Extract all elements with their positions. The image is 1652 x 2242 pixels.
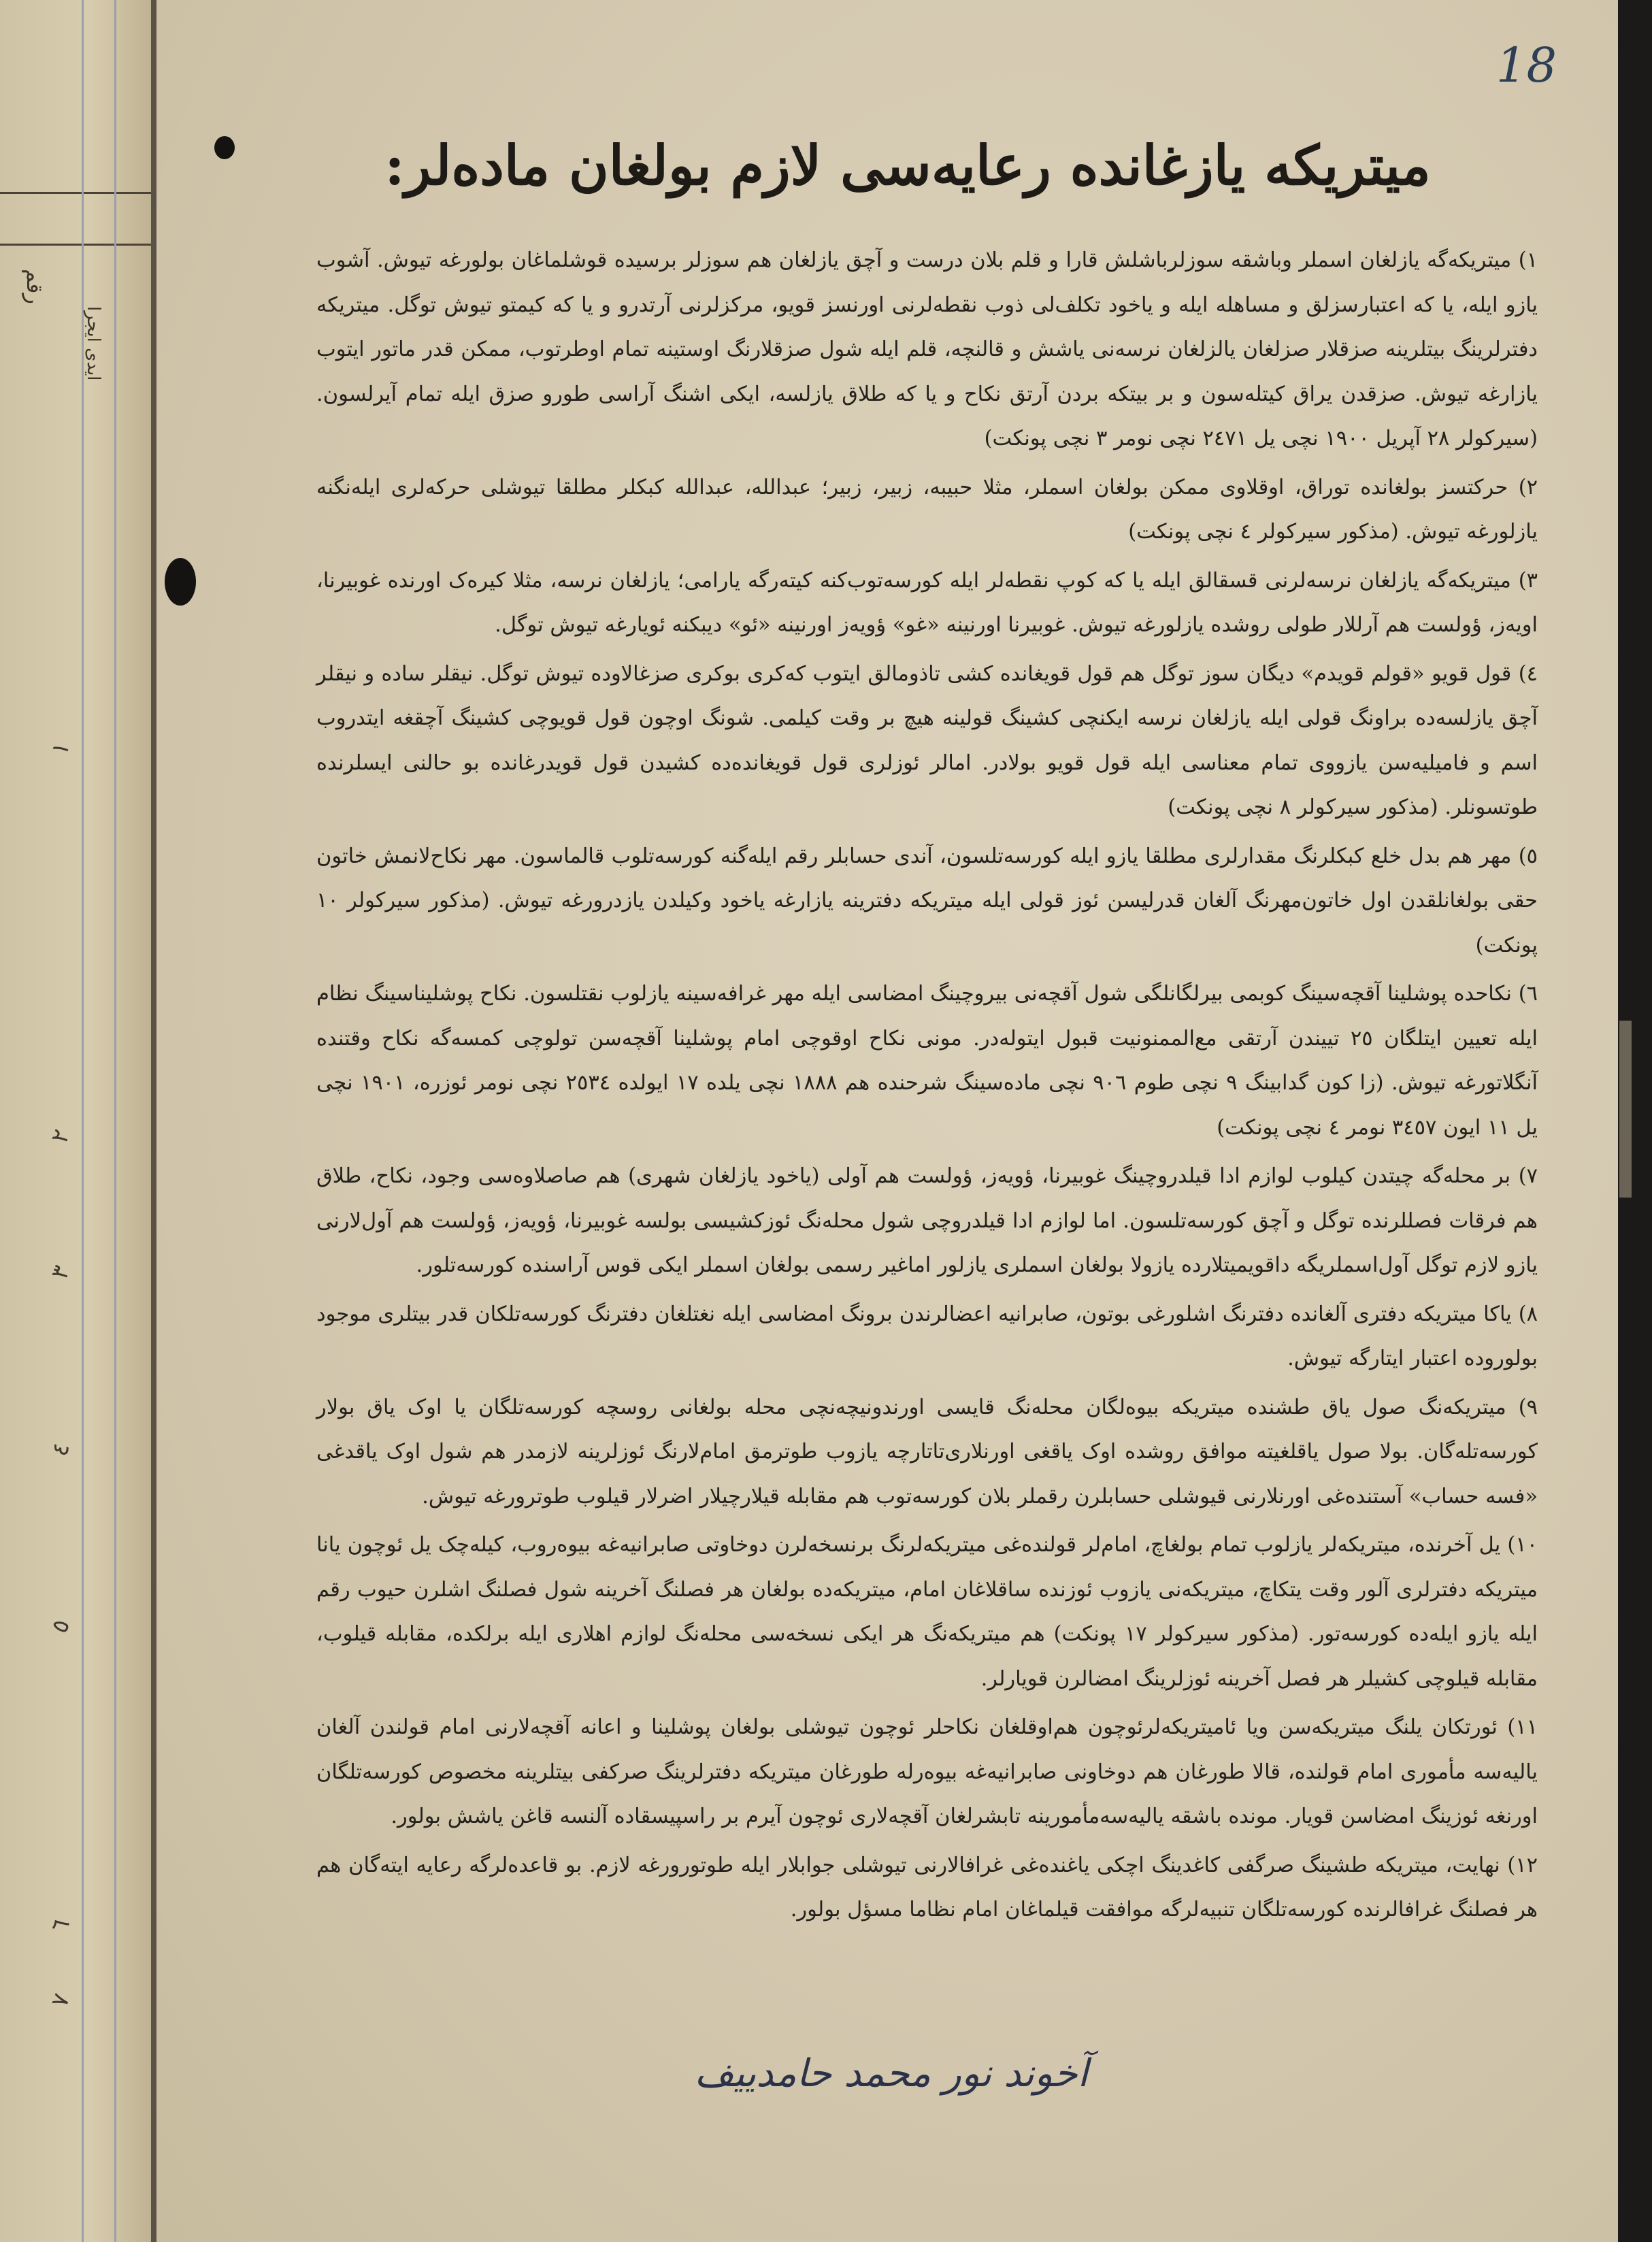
signature: آخوند نور محمد حامدییف (694, 2051, 1089, 2096)
left-page-column-label: ایدی ایجرا (83, 306, 103, 381)
paragraph-8: ٨) یاکا میتریکه دفتری آلغانده دفترنگ اشلورغی بوتون، صابرانیه اعضالرندن برونگ امضاسی ایله نغتلغان دفترنگ کورسه‌تلکان قدر بیتلری موجود بولوروده اعتبار ایتارگه تیوش. (316, 1302, 1538, 1370)
paragraph-4: ٤) قول قویو «قولم قویدم» دیگان سوز توگل هم قول قویغانده کشی تاذومالق ایتوب که‌کری بوکری صزغالاوده تیوش توگل. نیقلر ساده و نیقلر آچق یازلسه‌ده براونگ قولی ایله یازلغان نرسه ایکنچی کشینگ قولینه هیچ بر وقت کیلمی. شونگ اوچون قول قویوچی کشینگ آچقغه ایتدروب اسم و فامیلیه‌سن یازووی تمام معناسی ایله قول قویو بولادر. امالر ئوزلری قول قویغانده‌ده کشیدن قول قویدرغانده بو حالنی ایسلرنده طوتسونلر. (مذکور سیرکولر ٨ نچی پونکت) (316, 661, 1538, 819)
binding-gutter (151, 0, 156, 2242)
margin-number: ٧ (46, 1990, 76, 2011)
column-rule (0, 244, 151, 246)
paragraph-6: ٦) نکاحده پوشلینا آقچه‌سینگ کوبمی بیرلگانلگی شول آقچه‌نی بیروچینگ امضاسی ایله مهر غرافه‌سینه یازلوب نقتلسون. نکاح پوشلیناسینگ نظام ایله تعیین ایتلگان ٢٥ تییندن آرتقی مع‌الممنونیت قبول ایتوله‌در. مونی نکاح اوقوچی امام پوشلینا آقچه‌سن تولوچی کمسه‌گه نکاح وقتنده آنگلاتورغه تیوش. (زا کون گدابینگ ٩ نچی طوم ٩٠٦ نچی ماده‌سینگ شرحنده هم ١٨٨٨ نچی یلده ١٧ ایولده ٢٥٣٤ نچی نومر ئوزره، ١٩٠١ نچی یل ١١ ایون ٣٤٥٧ نومر ٤ نچی پونکت) (316, 982, 1538, 1140)
paragraph-12: ١٢) نهایت، میتریکه طشینگ صرگفی کاغدینگ اچکی یاغنده‌غی غرافالارنی تیوشلی جوابلار ایله طوتورورغه لازم. بو قاعده‌لرگه رعایه ایته‌گان هم هر فصلنگ غرافالرنده کورسه‌تلگان تنبیه‌لرگه موافقت قیلماغان امام نظاما مسؤل بولور. (316, 1853, 1538, 1922)
document-body (316, 238, 1538, 1936)
margin-line (114, 0, 116, 2242)
paragraph-2: ٢) حرکتسز بولغانده توراق، اوقلاوی ممکن بولغان اسملر، مثلا حبیبه، زبیر، زبیر؛ عبدالله، عبدالله کبکلر مطلقا تیوشلی حرکه‌لری ایله‌نگنه یازلورغه تیوش. (مذکور سیرکولر ٤ نچی پونکت) (316, 475, 1538, 544)
ink-blot (214, 136, 235, 159)
document-page (156, 0, 1618, 2242)
header-rule (0, 192, 151, 194)
margin-number: ٤ (46, 1438, 76, 1460)
left-page-header: رقم (22, 269, 48, 305)
margin-number: ٣ (46, 1262, 76, 1283)
page-number: 18 (1496, 37, 1557, 93)
margin-number: ٢ (46, 1125, 76, 1147)
ink-blot (165, 558, 196, 606)
margin-number: ٦ (46, 1915, 76, 1936)
paragraph-5: ٥) مهر هم بدل خلع کبکلرنگ مقدارلری مطلقا یازو ایله کورسه‌تلسون، آندی حسابلر رقم ایله‌گنه کورسه‌تلوب قالماسون. مهر نکاح‌لانمش خاتون حقی بولغانلقدن اول خاتون‌مهرنگ آلغان قدرلیسن ئوز قولی ایله میتریکه دفترینه یازارغه یاخود وکیلدن یازدرورغه تیوش. (مذکور سیرکولر ١٠ پونکت) (316, 844, 1538, 957)
margin-number: ١ (46, 738, 76, 759)
page-title: میتریکه یازغانده رعایه‌سی لازم بولغان ماده‌لر: (384, 133, 1431, 197)
margin-number: ٥ (46, 1615, 76, 1637)
paragraph-11: ١١) ئورتکان یلنگ میتریکه‌سن ویا ئاميتريكه‌لرئوچون هم‌اوقلغان نکاحلر ئوچون تیوشلی بولغان پوشلینا و اعانه آقچه‌لارنی امام قولندن آلغان یالیه‌سه مأموری امام قولنده، قالا طورغان هم دوخاونی صابرانیه‌غه بیوه‌رله طورغان میتریکه دفترلرینگ صرکفی بیتلرینه مخصوص کورسه‌تلگان اورنغه ئوزینگ امضاسن قویار. مونده باشقه یالیه‌سه‌مأمورینه تابشرلغان آقچه‌لاری ئوچون آیرم بر راسپیسقاده آلنسه قاغن یاشش بولور. (316, 1715, 1538, 1828)
binding-clip (1619, 1021, 1632, 1198)
paragraph-7: ٧) بر محله‌گه چیتدن کیلوب لوازم ادا قیلدروچینگ غوبیرنا، ؤویه‌ز، ؤولست هم آولی (یاخود یازلغان شهری) هم صاصلاوه‌سی وجود، نکاح، طلاق هم فرقات فصللرنده توگل و آچق کورسه‌تلسون. اما لوازم ادا قیلدروچی شول محله‌نگ ئوزکشیسی بولسه غوبیرنا، ؤویه‌ز، ؤولست هم آول‌لارنی یازو لازم توگل آول‌اسملریگه داقویمیتلارده یازولا بولغان اسملری یازلور اماغیر رسمی بولغان اسملر ایکی قوس آراسنده کورسه‌تلور. (316, 1164, 1538, 1277)
paragraph-9: ٩) میتریکه‌نگ صول یاق طشنده میتریکه بیوه‌لگان محله‌نگ قایسی اورندونیچه‌نچی محله بولغانی روسچه کورسه‌تلگان یا اوک یاق بولار کورسه‌تله‌گان. بولا صول یاقلغیته موافق روشده اوک یاقغی اورنلاری‌تاتارچه یازوب طوترمق امام‌لارنگ ئوزلرینه لازمدر هم شول اوک یاقدغی «فسه حساب» آستنده‌غی اورنلارنی قیوشلی حسابلرن رقملر بلان کورسه‌توب هم مقابله قیلارچیلار اضرلار قیلوب طوترورغه تیوش. (316, 1395, 1538, 1509)
paragraph-10: ١٠) یل آخرنده، میتریکه‌لر یازلوب تمام بولغاچ، امام‌لر قولنده‌غی میتریکه‌لرنگ برنسخه‌لرن دوخاوتی صابرانیه‌غه بیوه‌روب، کیله‌چک یل ئوچون یانا میتریکه دفترلری آلور وقت یتکاچ، میتریکه‌نی یازوب ئوزنده ساقلاغان امام، میتریکه‌ده بولغان هر فصلنگ آخرینه شول فصلنگ اشلرن حیوب رقم ایله یازو ایله‌ده کورسه‌تور. (مذکور سیرکولر ١٧ پونکت) هم میتریکه‌نگ هر ایکی نسخه‌سی محله‌نگ لوازم اهلاری ایله برلکده، مقابله قیلوب، مقابله قیلوچی کشیلر هر فصل آخرینه ئوزلرینگ امضالرن قویارلر. (316, 1533, 1538, 1691)
paragraph-1: ١) میتریکه‌گه یازلغان اسملر وباشقه سوزلرباشلش قارا و قلم بلان درست و آچق یازلغان هم سوزلر برسیده قوشلماغان بولورغه تیوش. آشوب یازو ایله، یا که اعتبارسزلق و مساهله ایله و یاخود تکلف‌لی ذوب نقطه‌لرنی اورنسز قویو، مرکزلرنی آرتدرو و یا که کیمتو تیوش توگل. میتریکه دفترلرینگ بیتلرینه صزقلار صزلغان یالزلغان نرسه‌نی یاشش و قالنچه، قلم ایله شول صزقلارنگ اوستینه تمام اوطرتوب، ممکن قدر ماتور ایتوب یازارغه تیوش. صزقدن یراق کیتله‌سون و بر بیتکه بردن آرتق نکاح و یا که طلاق یازلسه، ایکی اشنگ آراسی طورو صزق ایله تمام آیرلسون. (سیرکولر ٢٨ آپریل ١٩٠٠ نچی یل ٢٤٧١ نچی نومر ٣ نچی پونکت) (316, 248, 1538, 450)
left-page-edge (0, 0, 151, 2242)
paragraph-3: ٣) میتریکه‌گه یازلغان نرسه‌لرنی قسقالق ایله یا که کوپ نقطه‌لر ایله کورسه‌توب‌کنه کیته‌رگه یارامی؛ یازلغان نرسه، مثلا کیره‌ک اورنده غوبیرنا، اویه‌ز، ؤولست هم آرللار طولی روشده یازلورغه تیوش. غوبیرنا اورنینه «غو» ؤویه‌ز اورنینه «ئو» دیبکنه ئویارغه تیوش توگل. (316, 568, 1538, 637)
